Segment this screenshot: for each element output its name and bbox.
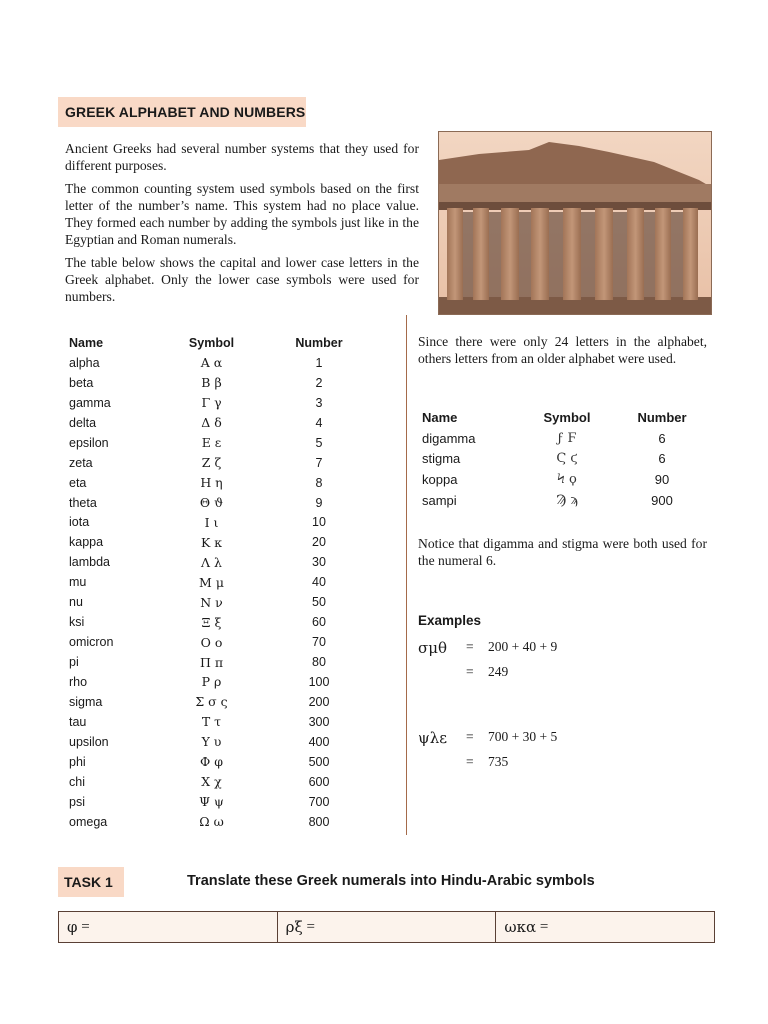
letter-symbol: Β β — [201, 375, 222, 391]
letter-number: 40 — [312, 575, 326, 590]
example-1-result: 249 — [488, 664, 509, 679]
table-row — [69, 732, 394, 752]
letter-symbol: Ο ο — [200, 634, 223, 650]
letter-name: lambda — [69, 555, 110, 570]
section-title-text: GREEK ALPHABET AND NUMBERS — [65, 104, 306, 120]
letter-symbol: Ϛ ϛ — [556, 451, 578, 467]
letter-number: 500 — [308, 754, 330, 769]
letter-name: sigma — [69, 694, 103, 709]
task-greek-numeral: φ — [67, 918, 78, 936]
greek-alphabet-table — [69, 333, 394, 832]
letter-number: 70 — [312, 635, 326, 650]
letter-number: 10 — [312, 515, 326, 530]
task-instruction: Translate these Greek numerals into Hindu-Arabic symbols — [187, 873, 595, 889]
letter-name: alpha — [69, 355, 100, 370]
letter-name: psi — [69, 794, 85, 809]
example-2-expression: 700 + 30 + 5 — [488, 729, 558, 744]
column-divider — [406, 315, 407, 835]
extra-letters-intro — [418, 333, 707, 367]
table-row — [69, 612, 394, 632]
table-row — [69, 413, 394, 433]
letter-symbol: ϝ Ϝ — [557, 430, 577, 446]
letter-symbol: Η η — [200, 475, 223, 491]
example-2-greek: ψλε — [418, 729, 448, 747]
examples-title: Examples — [418, 613, 482, 628]
extra-letters-text: Since there were only 24 letters in the alphabet, others letters from an older alphabet were used. — [418, 334, 707, 366]
letter-number: 400 — [308, 734, 330, 749]
table-row — [422, 428, 712, 449]
letter-number: 7 — [315, 455, 323, 470]
letter-number: 50 — [312, 595, 326, 610]
letter-symbol: Υ υ — [201, 734, 222, 750]
letter-name: koppa — [422, 471, 458, 487]
letter-name: pi — [69, 655, 79, 670]
letter-number: 300 — [308, 714, 330, 729]
letter-symbol: Ι ι — [204, 514, 219, 530]
table-header — [422, 407, 712, 428]
letter-symbol: Ϡ ϡ — [556, 492, 578, 508]
table-row — [69, 692, 394, 712]
letter-number: 9 — [315, 495, 323, 510]
letter-number: 200 — [308, 694, 330, 709]
table-row — [69, 632, 394, 652]
letter-symbol: Ϟ ϙ — [557, 471, 577, 487]
table-row — [69, 792, 394, 812]
letter-name: rho — [69, 674, 88, 689]
letter-number: 700 — [308, 794, 330, 809]
answer-cell[interactable] — [278, 912, 497, 942]
letter-name: eta — [69, 475, 87, 490]
letter-name: phi — [69, 754, 86, 769]
letter-number: 90 — [654, 471, 670, 487]
letter-symbol: Φ φ — [200, 754, 223, 770]
equals-sign: = — [466, 729, 474, 744]
intro-paragraph: The table below shows the capital and lower case letters in the Greek alphabet. Only the lower case symbols were used for numbers. — [65, 255, 419, 304]
example-2-line-2 — [418, 754, 508, 770]
letter-symbol: Ρ ρ — [201, 674, 222, 690]
letter-name: beta — [69, 375, 94, 390]
letter-number: 20 — [312, 535, 326, 550]
table-row — [69, 373, 394, 393]
letter-symbol: Μ μ — [199, 574, 224, 590]
table-header — [69, 333, 394, 353]
letter-number: 80 — [312, 655, 326, 670]
letter-number: 3 — [315, 395, 323, 410]
letter-number: 600 — [308, 774, 330, 789]
intro-paragraph: The common counting system used symbols based on the first letter of the number’s name. This system had no place value. They formed each number by adding the symbols just like in the Egyptian and Roman numerals. — [65, 181, 419, 247]
table-row — [422, 490, 712, 511]
letter-name: epsilon — [69, 435, 109, 450]
table-row — [69, 552, 394, 572]
letter-number: 4 — [315, 415, 323, 430]
example-1-expression: 200 + 40 + 9 — [488, 639, 558, 654]
letter-number: 2 — [315, 375, 323, 390]
equals-sign: = — [466, 639, 474, 654]
letter-name: upsilon — [69, 734, 109, 749]
answer-cell[interactable] — [496, 912, 714, 942]
extra-letters-table — [422, 407, 712, 510]
equals-sign: = — [539, 918, 549, 935]
intro-paragraph: Ancient Greeks had several number systems that they used for different purposes. — [65, 141, 419, 173]
task-label-text: TASK 1 — [64, 874, 113, 890]
header-symbol: Symbol — [188, 336, 235, 350]
section-title — [58, 97, 306, 127]
answer-table — [58, 911, 715, 943]
equals-sign: = — [466, 664, 474, 679]
letter-name: stigma — [422, 451, 461, 467]
example-1-greek: σμθ — [418, 639, 448, 657]
letter-name: iota — [69, 515, 90, 530]
table-row — [69, 433, 394, 453]
header-symbol: Symbol — [543, 409, 591, 425]
intro-text — [65, 140, 419, 311]
letter-number: 6 — [658, 451, 666, 467]
letter-number: 5 — [315, 435, 323, 450]
table-row — [69, 473, 394, 493]
letter-name: digamma — [422, 430, 476, 446]
answer-cell[interactable] — [59, 912, 278, 942]
letter-name: tau — [69, 714, 87, 729]
letter-symbol: Ξ ξ — [201, 614, 222, 630]
equals-sign: = — [466, 754, 474, 769]
letter-name: theta — [69, 495, 97, 510]
task-greek-numeral: ρξ — [285, 918, 303, 936]
table-row — [69, 493, 394, 513]
letter-name: gamma — [69, 395, 111, 410]
equals-sign: = — [306, 918, 315, 935]
letter-number: 8 — [315, 475, 323, 490]
letter-name: zeta — [69, 455, 93, 470]
header-number: Number — [295, 336, 343, 350]
table-row — [69, 572, 394, 592]
letter-number: 1 — [315, 355, 323, 370]
task-label — [58, 867, 124, 897]
letter-symbol: Ω ω — [199, 814, 224, 830]
table-row — [69, 353, 394, 373]
letter-number: 6 — [658, 430, 666, 446]
header-name: Name — [69, 336, 104, 350]
letter-symbol: Ψ ψ — [199, 794, 224, 810]
header-number: Number — [637, 409, 687, 425]
letter-number: 30 — [312, 555, 326, 570]
letter-number: 60 — [312, 615, 326, 630]
letter-name: nu — [69, 595, 83, 610]
letter-name: kappa — [69, 535, 104, 550]
letter-symbol: Γ γ — [201, 395, 222, 411]
table-row — [69, 672, 394, 692]
letter-symbol: Α α — [200, 355, 223, 371]
equals-sign: = — [81, 918, 90, 935]
letter-name: omega — [69, 814, 108, 829]
example-1-line-1 — [418, 639, 557, 657]
example-1-line-2 — [418, 664, 508, 680]
letter-name: mu — [69, 575, 87, 590]
letter-symbol: Κ κ — [200, 534, 223, 550]
letter-name: chi — [69, 774, 85, 789]
letter-number: 100 — [308, 674, 330, 689]
table-row — [69, 453, 394, 473]
letter-symbol: Τ τ — [201, 714, 222, 730]
table-row — [422, 469, 712, 490]
letter-name: sampi — [422, 492, 457, 508]
table-row — [422, 448, 712, 469]
letter-symbol: Δ δ — [201, 415, 222, 431]
letter-symbol: Λ λ — [201, 554, 222, 570]
table-row — [69, 752, 394, 772]
letter-name: omicron — [69, 635, 114, 650]
letter-number: 900 — [651, 492, 673, 508]
letter-symbol: Σ σ ς — [195, 694, 228, 710]
letter-symbol: Ν ν — [200, 594, 223, 610]
parthenon-illustration — [439, 132, 711, 314]
notice-text: Notice that digamma and stigma were both used for the numeral 6. — [418, 536, 707, 568]
table-row — [69, 772, 394, 792]
table-row — [69, 393, 394, 413]
letter-name: ksi — [69, 615, 85, 630]
table-row — [69, 652, 394, 672]
letter-symbol: Ζ ζ — [201, 455, 222, 471]
parthenon-photo — [438, 131, 712, 315]
example-2-result: 735 — [488, 754, 509, 769]
table-row — [69, 513, 394, 533]
table-row — [69, 532, 394, 552]
letter-symbol: Θ ϑ — [199, 495, 224, 511]
header-name: Name — [422, 409, 458, 425]
letter-number: 800 — [308, 814, 330, 829]
letter-symbol: Π π — [199, 654, 224, 670]
table-row — [69, 812, 394, 832]
table-row — [69, 712, 394, 732]
letter-symbol: Ε ε — [201, 435, 222, 451]
letter-symbol: Χ χ — [201, 774, 222, 790]
letter-name: delta — [69, 415, 97, 430]
example-2-line-1 — [418, 729, 557, 747]
table-row — [69, 592, 394, 612]
task-greek-numeral: ωκα — [504, 918, 537, 936]
